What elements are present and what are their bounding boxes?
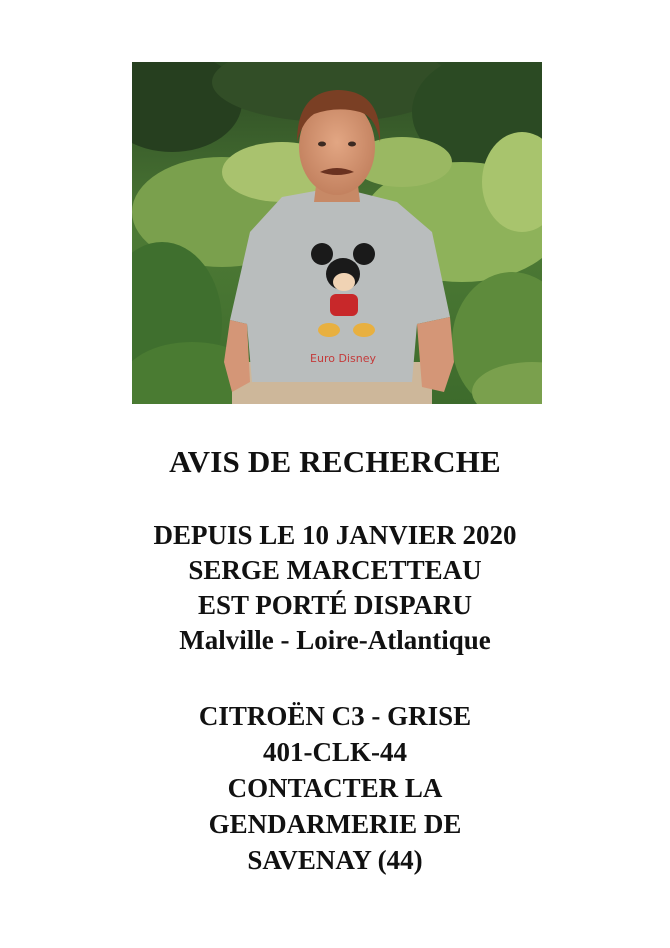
missing-info (0, 518, 670, 658)
missing-person-photo (132, 62, 542, 404)
contact-line-2: GENDARMERIE DE (208, 809, 462, 839)
person-name: SERGE MARCETTEAU (188, 555, 482, 585)
license-plate: 401-CLK-44 (263, 737, 407, 767)
status-line: EST PORTÉ DISPARU (197, 590, 473, 620)
photo-illustration (132, 62, 542, 404)
contact-line-3: SAVENAY (44) (247, 845, 423, 875)
location-line: Malville - Loire-Atlantique (179, 625, 491, 655)
vehicle-line: CITROËN C3 - GRISE (198, 701, 472, 731)
vehicle-contact-info (0, 698, 670, 878)
poster-title: AVIS DE RECHERCHE (169, 444, 501, 479)
tshirt-print-text: Euro Disney (310, 352, 376, 365)
date-line: DEPUIS LE 10 JANVIER 2020 (153, 520, 517, 550)
contact-line-1: CONTACTER LA (227, 773, 443, 803)
